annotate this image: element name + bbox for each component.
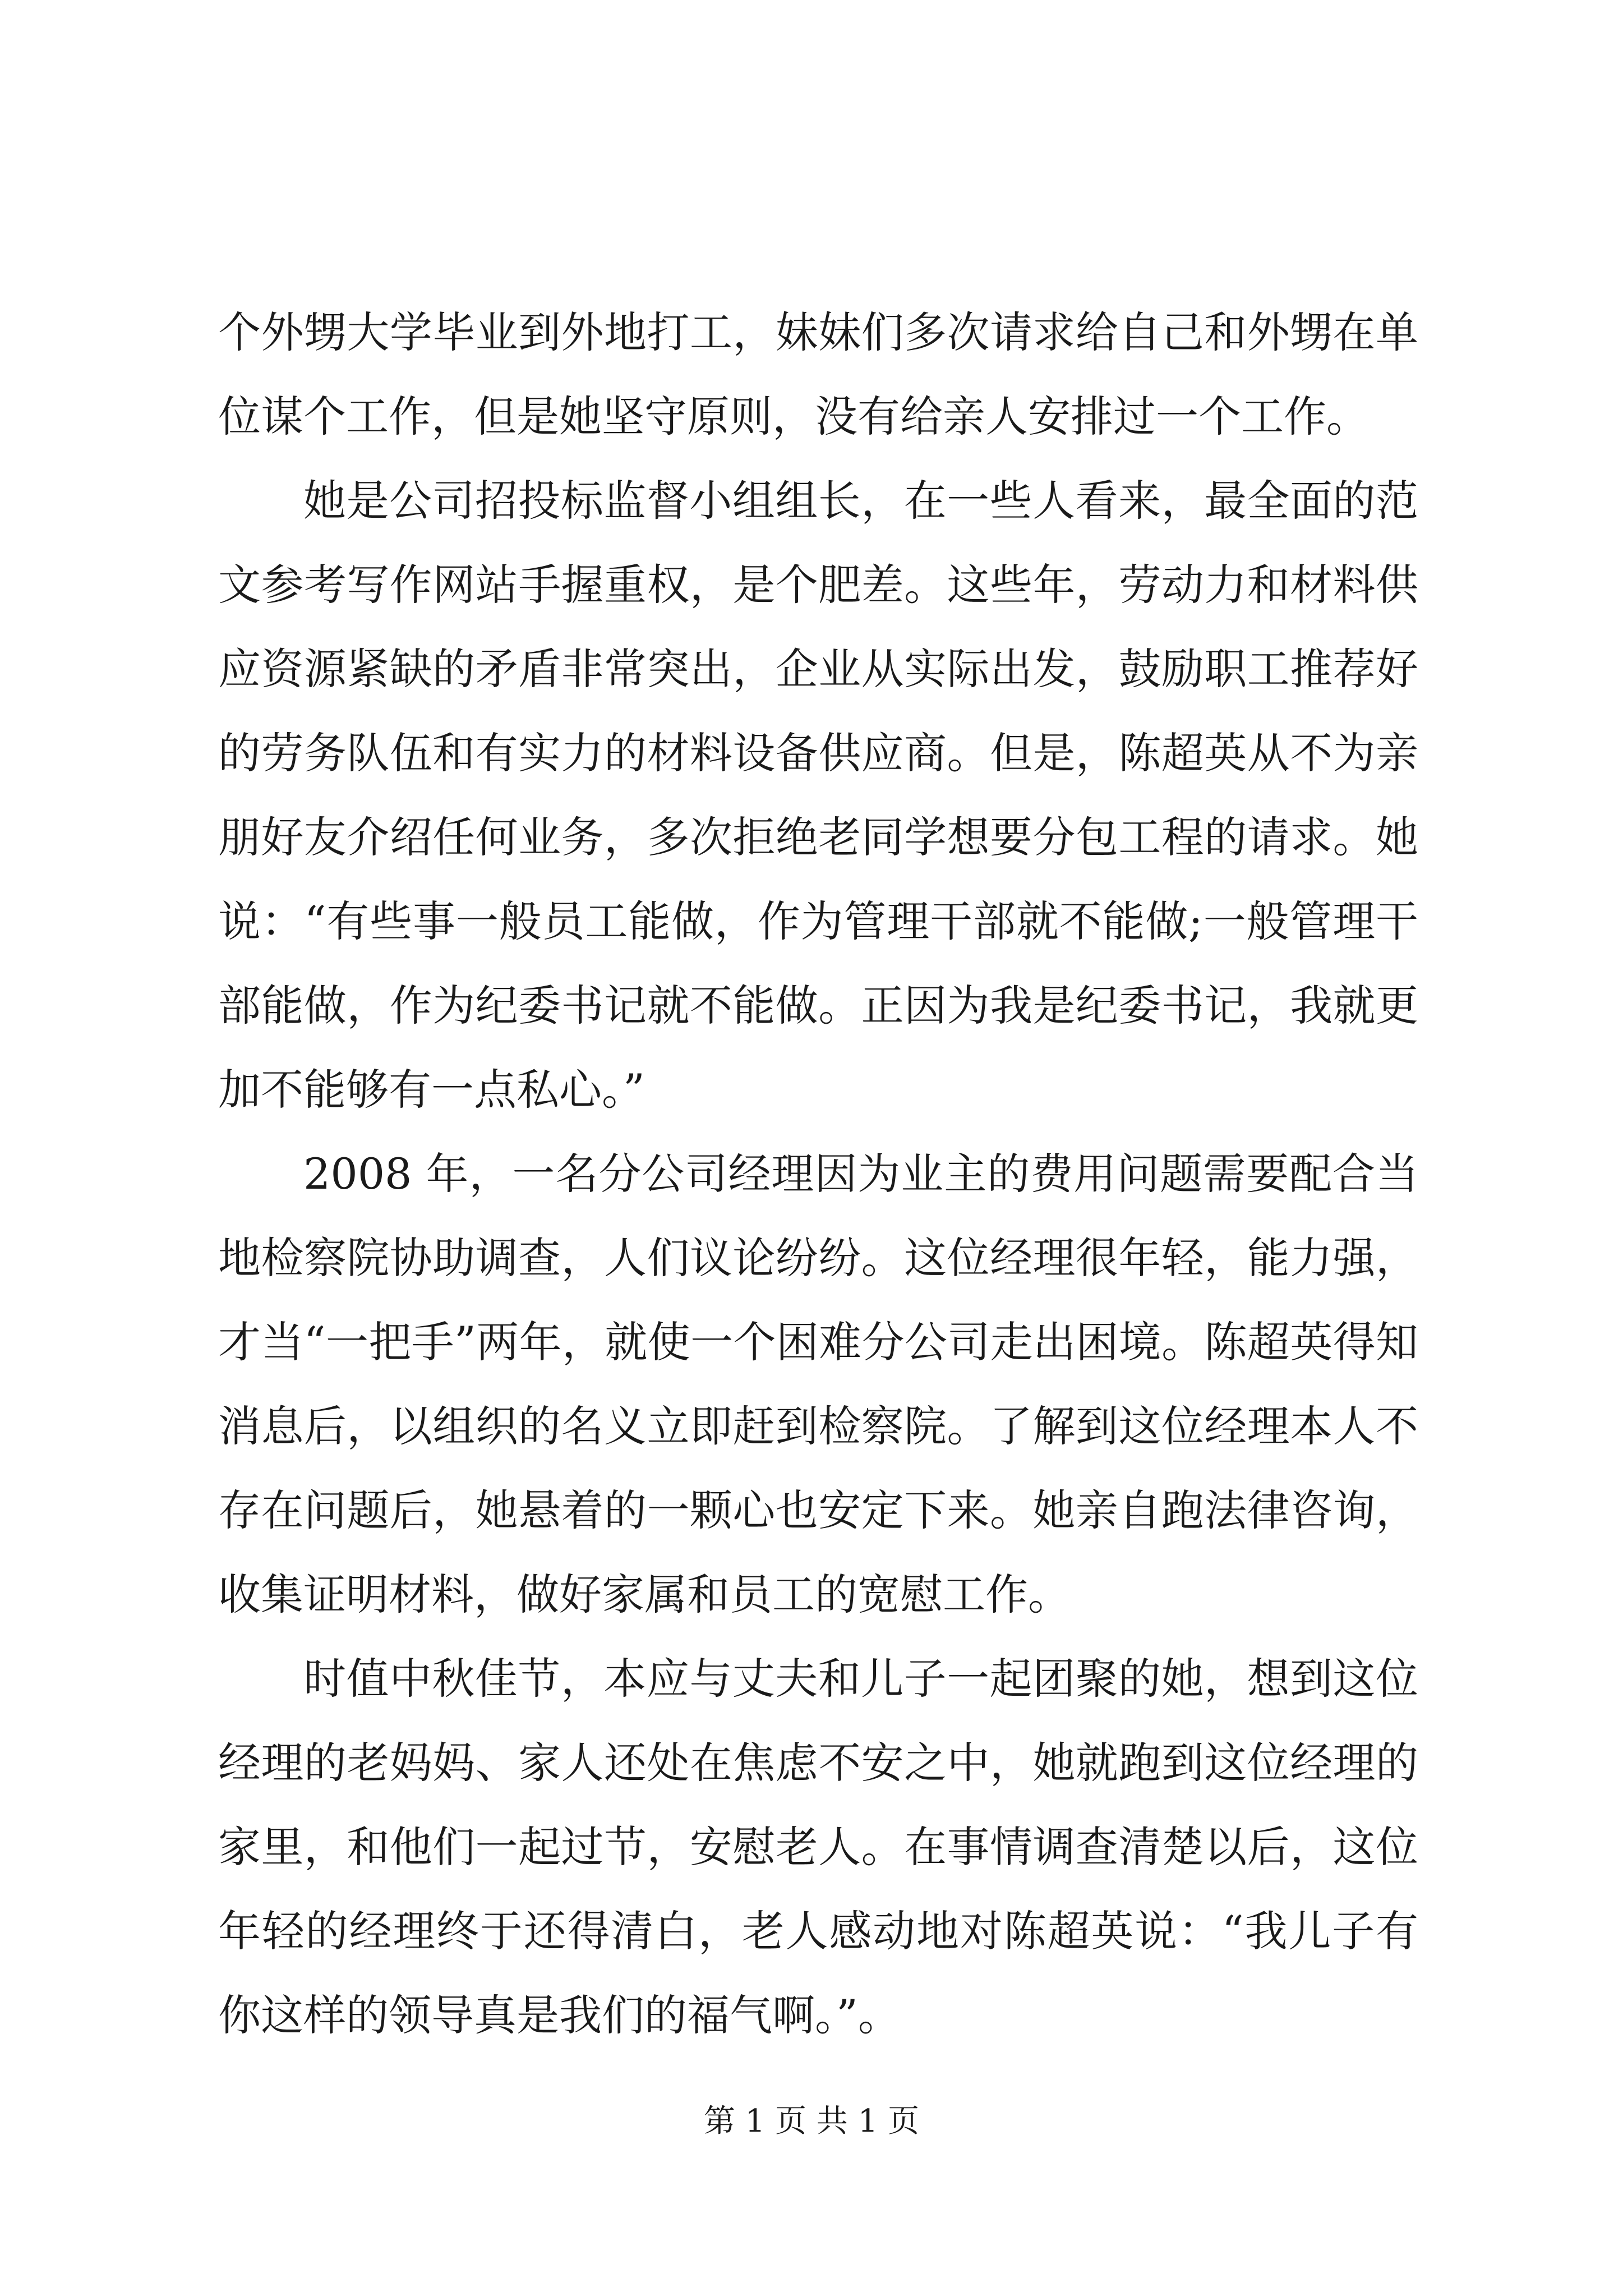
- document-body: [218, 291, 1418, 2058]
- page-footer: 第 1 页 共 1 页: [703, 2103, 920, 2139]
- paragraph-2: 她是公司招投标监督小组组长，在一些人看来，最全面的范文参考写作网站手握重权，是个肥差。这些年，劳动力和材料供应资源紧缺的矛盾非常突出，企业从实际出发，鼓励职工推荐好的劳务队伍和有实力的材料设备供应商。但是，陈超英从不为亲朋好友介绍任何业务，多次拒绝老同学想要分包工程的请求。她说：“有些事一般员工能做，作为管理干部就不能做;一般管理干部能做，作为纪委书记就不能做。正因为我是纪委书记，我就更加不能够有一点私心。”: [218, 476, 1418, 1115]
- paragraph-4: 时值中秋佳节，本应与丈夫和儿子一起团聚的她，想到这位经理的老妈妈、家人还处在焦虑不安之中，她就跑到这位经理的家里，和他们一起过节，安慰老人。在事情调查清楚以后，这位年轻的经理终于还得清白，老人感动地对陈超英说：“我儿子有你这样的领导真是我们的福气啊。”。: [218, 1654, 1418, 2040]
- paragraph-1: 个外甥大学毕业到外地打工，妹妹们多次请求给自己和外甥在单位谋个工作，但是她坚守原则，没有给亲人安排过一个工作。: [218, 307, 1418, 441]
- paragraph-3: 2008 年，一名分公司经理因为业主的费用问题需要配合当地检察院协助调查，人们议论纷纷。这位经理很年轻，能力强，才当“一把手”两年，就使一个困难分公司走出困境。陈超英得知消息后，以组织的名义立即赶到检察院。了解到这位经理本人不存在问题后，她悬着的一颗心也安定下来。她亲自跑法律咨询，收集证明材料，做好家属和员工的宽慰工作。: [218, 1149, 1418, 1619]
